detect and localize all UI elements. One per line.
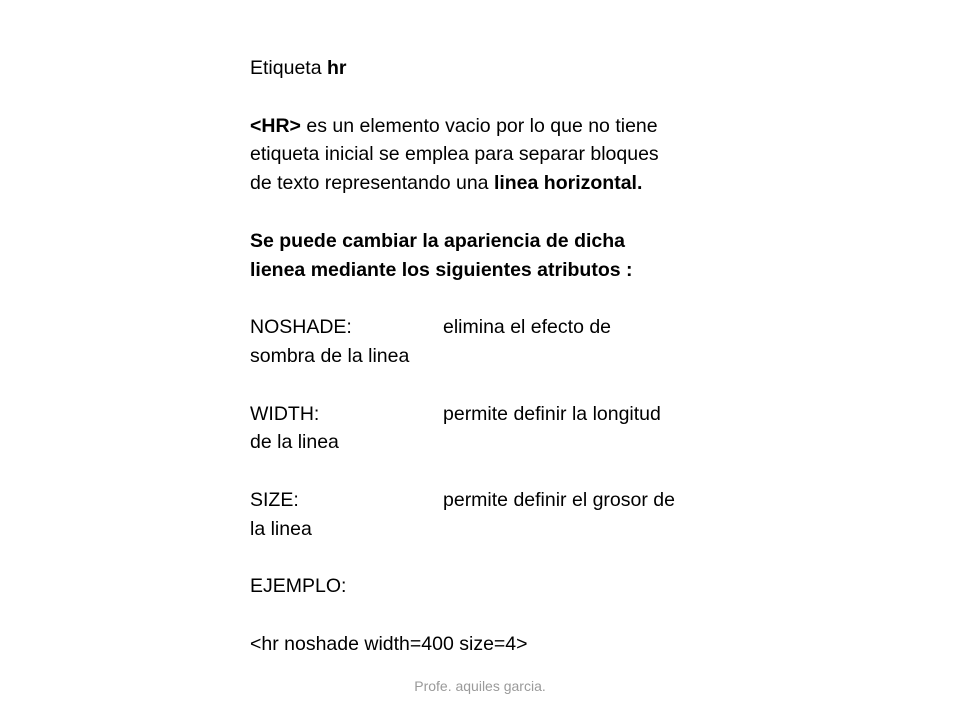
attributes-heading-text-1: Se puede cambiar la apariencia de dicha [250,229,625,252]
spacer [250,198,730,227]
attribute-desc: permite definir el grosor de [443,488,675,511]
intro-line-1-text: es un elemento vacio por lo que no tiene [300,114,658,137]
intro-line-1 [250,112,730,141]
intro-line-3 [250,169,730,198]
attribute-name: SIZE: [250,488,299,511]
attributes-heading-line-1 [250,227,730,256]
intro-line-3-bold: linea horizontal. [493,172,643,195]
spacer [250,544,730,573]
spacer [250,601,730,630]
spacer [250,457,730,486]
attributes-heading-text-2: lienea mediante los siguientes atributos : [250,258,633,281]
attribute-desc: elimina el efecto de [443,316,612,339]
attribute-desc-cont: la linea [250,517,312,540]
intro-line-2: etiqueta inicial se emplea para separar bloques [250,143,659,166]
attribute-name: WIDTH: [250,402,320,425]
slide-body [250,54,730,659]
intro-tag: <HR> [250,114,301,137]
example-code: <hr noshade width=400 size=4> [250,632,528,655]
attribute-line [250,486,730,515]
attribute-size [250,486,730,544]
spacer [250,83,730,112]
attribute-width [250,400,730,458]
spacer [250,371,730,400]
attribute-line [250,313,730,342]
spacer [250,284,730,313]
attribute-name: NOSHADE: [250,316,352,339]
attribute-desc-cont: de la linea [250,431,339,454]
attribute-desc: permite definir la longitud [443,402,661,425]
example-label: EJEMPLO: [250,575,347,598]
title-prefix: Etiqueta [250,57,327,79]
attribute-desc-cont: sombra de la linea [250,344,410,367]
attribute-line [250,400,730,429]
attributes-heading-line-2 [250,256,730,285]
footer-credit: Profe. aquiles garcia. [414,678,546,694]
intro-line-3-text: de texto representando una [250,172,494,195]
attribute-noshade [250,313,730,371]
slide-title [250,54,730,83]
title-tag: hr [326,57,347,79]
